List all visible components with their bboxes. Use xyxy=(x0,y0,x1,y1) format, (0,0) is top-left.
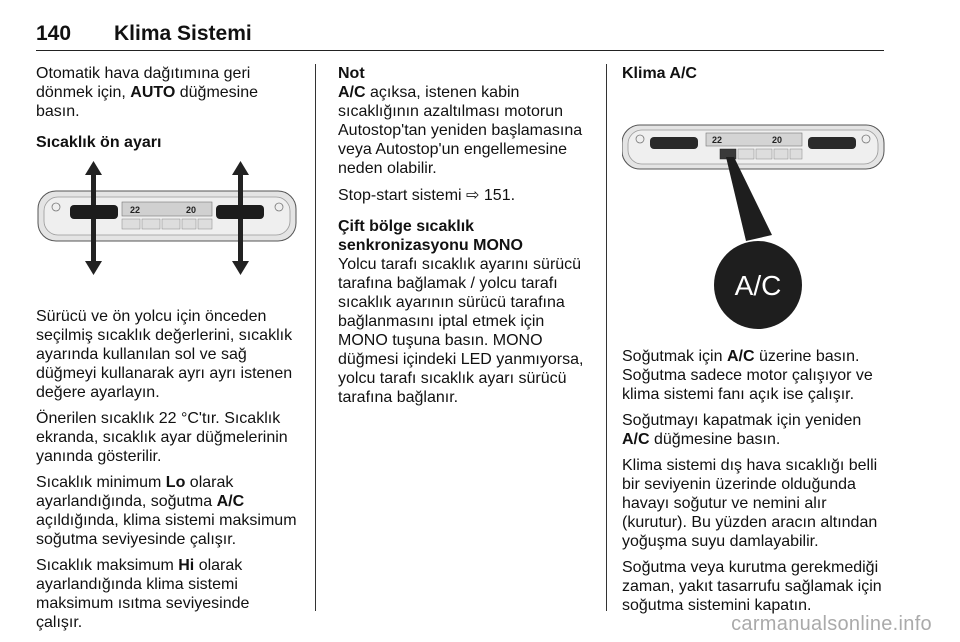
page-reference-icon: ⇨ xyxy=(466,187,480,204)
paragraph-ac-dehumidify: Klima sistemi dış hava sıcaklığı belli bir seviyenin üzerinde olduğunda havayı soğutur ve nemini alır (kurutur). Bu yüzden aracın altından yoğuşma suyu damlayabilir. xyxy=(622,457,878,550)
paragraph-ac-off: Soğutmayı kapatmak için yeniden A/C düğmesine basın. xyxy=(622,412,862,448)
paragraph-ac-on: Soğutmak için A/C üzerine basın. Soğutma sadece motor çalışıyor ve klima sistemi fanı açık ise çalışır. xyxy=(622,348,873,403)
column-divider-2 xyxy=(606,64,607,611)
page-number: 140 xyxy=(36,22,72,45)
section-heading-ac: Klima A/C xyxy=(622,65,697,82)
ac-figure xyxy=(622,121,886,347)
climate-panel-illustration-ac xyxy=(622,125,884,169)
cross-reference: Stop-start sistemi ⇨ 151. xyxy=(338,187,516,204)
paragraph-preset-instructions: Sürücü ve ön yolcu için önceden seçilmiş sıcaklık değerlerini, sıcaklık ayarında kullanılan sol ve sağ düğmeyi kullanarak ayrı ayrı istenen değere ayarlayın. xyxy=(36,308,293,401)
section-heading-temp-preset: Sıcaklık ön ayarı xyxy=(36,134,162,151)
paragraph-ac-save-fuel: Soğutma veya kurutma gerekmediği zaman, yakıt tasarrufu sağlamak için soğutma sistemini kapatın. xyxy=(622,559,882,614)
ac-panel-temp-left: 22 xyxy=(712,135,723,145)
paragraph-hi-setting: Sıcaklık maksimum Hi olarak ayarlandığında klima sistemi maksimum ısıtma seviyesinde çalışır. xyxy=(36,557,250,631)
note-heading: Not xyxy=(338,65,365,82)
column-divider-1 xyxy=(315,64,316,611)
note-box xyxy=(338,64,596,178)
paragraph-mono: Yolcu tarafı sıcaklık ayarını sürücü tarafına bağlamak / yolcu tarafı sıcaklık ayarının sürücü tarafına bağlanmasını iptal etmek için MONO tuşuna basın. MONO düğmesi içindeki LED yanmıyorsa, yolcu tarafı sıcaklık ayarı sürücü tarafına bağlanır. xyxy=(338,256,584,406)
page-title: Klima Sistemi xyxy=(114,22,252,45)
column-2 xyxy=(338,64,596,414)
note-text: A/C açıksa, istenen kabin sıcaklığının azaltılması motorun Autostop'tan yeniden başlamasına veya Autostop'un engellemesine neden olabilir. xyxy=(338,84,583,177)
page-header xyxy=(36,22,884,51)
ac-panel-temp-right: 20 xyxy=(772,135,783,145)
paragraph-recommended-temp: Önerilen sıcaklık 22 °C'tır. Sıcaklık ekranda, sıcaklık ayar düğmelerinin yanında gösterilir. xyxy=(36,410,288,465)
section-heading-mono: Çift bölge sıcaklık senkronizasyonu MONO xyxy=(338,218,523,254)
column-1 xyxy=(36,64,298,639)
temp-preset-figure xyxy=(36,159,298,289)
watermark-text: carmanualsonline.info xyxy=(731,613,932,635)
ac-callout-label: A/C xyxy=(734,270,782,301)
panel-temp-left: 22 xyxy=(130,205,141,215)
callout-pointer xyxy=(726,157,772,241)
intro-paragraph: Otomatik hava dağıtımına geri dönmek için, AUTO düğmesine basın. xyxy=(36,65,259,120)
climate-panel-illustration xyxy=(38,191,296,241)
panel-temp-right: 20 xyxy=(186,205,197,215)
auto-button-label: AUTO xyxy=(130,84,176,101)
paragraph-lo-setting: Sıcaklık minimum Lo olarak ayarlandığında, soğutma A/C açıldığında, klima sistemi maksimum soğutma seviyesinde çalışır. xyxy=(36,474,297,548)
column-3 xyxy=(622,64,886,622)
